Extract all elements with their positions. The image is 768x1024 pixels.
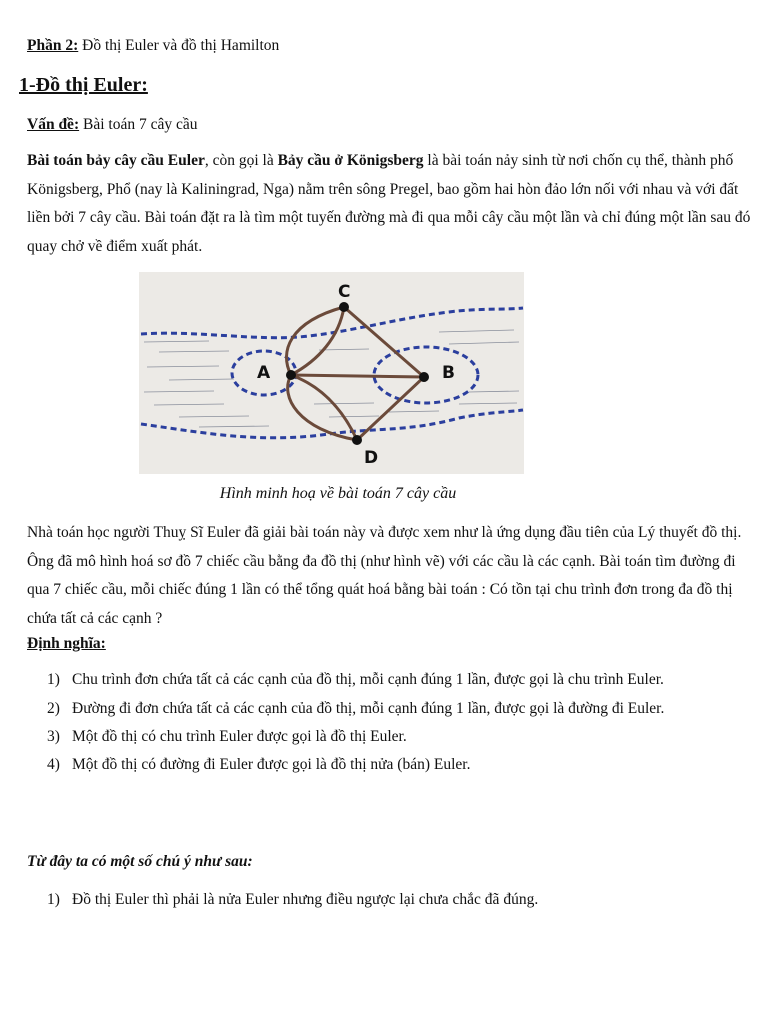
intro-bold-1: Bài toán bảy cây cầu Euler: [27, 152, 205, 169]
issue-text: Bài toán 7 cây cầu: [82, 116, 198, 133]
list-text: Một đồ thị có đường đi Euler được gọi là đồ thị nửa (bán) Euler.: [72, 756, 471, 773]
list-text: Đồ thị Euler thì phải là nửa Euler nhưng điều ngược lại chưa chắc đã đúng.: [72, 891, 539, 908]
definition-item: [47, 671, 664, 689]
node-label-b: B: [442, 363, 455, 383]
issue-line: [27, 116, 197, 134]
definition-heading: Định nghĩa:: [27, 635, 106, 652]
list-number: 1): [47, 891, 60, 908]
node-label-a: A: [257, 363, 271, 383]
konigsberg-figure: [139, 272, 524, 474]
figure-caption: Hình minh hoạ về bài toán 7 cây cầu: [219, 485, 457, 502]
node-c: [339, 302, 349, 312]
list-number: 2): [47, 700, 60, 717]
intro-paragraph: [27, 147, 757, 261]
list-text: Đường đi đơn chứa tất cả các cạnh của đồ thị, mỗi cạnh đúng 1 lần, được gọi là đường đi Euler.: [72, 700, 665, 717]
definition-item: [47, 756, 470, 774]
node-label-d: D: [364, 448, 379, 468]
note-item: [47, 891, 538, 909]
figure-background: [139, 272, 524, 474]
konigsberg-bridges-illustration: [139, 272, 524, 474]
node-label-c: C: [338, 282, 351, 302]
part-title: Đồ thị Euler và đồ thị Hamilton: [82, 37, 280, 54]
intro-text-1: , còn gọi là: [204, 152, 278, 169]
list-text: Chu trình đơn chứa tất cả các cạnh của đồ thị, mỗi cạnh đúng 1 lần, được gọi là chu trình Euler.: [72, 671, 664, 688]
list-text: Một đồ thị có chu trình Euler được gọi là đồ thị Euler.: [72, 728, 407, 745]
intro-bold-2: Bảy cầu ở Königsberg: [277, 152, 424, 169]
definition-item: [47, 728, 407, 746]
intro-text-2: là bài toán nảy sinh từ nơi chốn cụ thể, thành phố Königsberg, Phổ (nay là Kaliningrad, Nga) nằm trên sông Pregel, bao gồm hai hòn đảo lớn nối với nhau và với đất liền bởi 7 cây cầu. Bài toán đặt ra là tìm một tuyến đường mà đi qua mỗi cây cầu một lần và chỉ đúng một lần sau đó quay chở về điểm xuất phát.: [27, 152, 751, 255]
node-b: [419, 372, 429, 382]
body-paragraph: Nhà toán học người Thuỵ Sĩ Euler đã giải bài toán này và được xem như là ứng dụng đầu tiên của Lý thuyết đồ thị. Ông đã mô hình hoá sơ đồ 7 chiếc cầu bằng đa đồ thị (như hình vẽ) với các cầu là các cạnh. Bài toán tìm đường đi qua 7 chiếc cầu, mỗi chiếc đúng 1 lần có thể tổng quát hoá bằng bài toán : Có tồn tại chu trình đơn trong đa đồ thị chứa tất cả các cạnh ?: [27, 524, 742, 627]
part-heading: [27, 37, 279, 55]
bridge-ab: [291, 375, 424, 377]
node-a: [286, 370, 296, 380]
definition-item: [47, 700, 664, 718]
node-d: [352, 435, 362, 445]
notes-heading: Từ đây ta có một số chú ý như sau:: [27, 853, 253, 870]
list-number: 3): [47, 728, 60, 745]
part-label: Phần 2:: [27, 37, 79, 54]
issue-label: Vấn đề:: [27, 116, 80, 133]
list-number: 4): [47, 756, 60, 773]
list-number: 1): [47, 671, 60, 688]
section-heading: 1-Đồ thị Euler:: [19, 74, 148, 96]
